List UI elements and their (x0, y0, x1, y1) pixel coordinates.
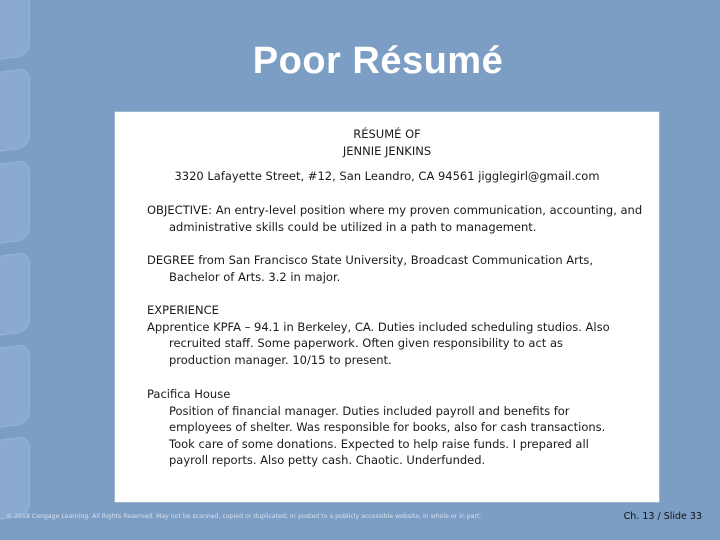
resume-objective: OBJECTIVE: An entry-level position where my proven communication, accounting, and administrative skills could be utilized in a path to management. (147, 203, 643, 234)
experience-job1: Apprentice KPFA – 94.1 in Berkeley, CA. Duties included scheduling studios. Also recruited staff. Some paperwork. Often given responsibility to act as production manager. 10/15 to present. (147, 319, 610, 367)
slide-number: Ch. 13 / Slide 33 (623, 511, 702, 522)
decorative-shape (0, 252, 30, 341)
decorative-shape (0, 436, 30, 525)
job2-description: Position of financial manager. Duties included payroll and benefits for employees of shelter. Was responsible for books, also for cash transactions. Took care of some donations. Expected to help raise funds. I prepared all payroll reports. Also petty cash. Chaotic. Underfunded. (169, 403, 606, 468)
resume-job2 (147, 386, 625, 469)
resume-document (114, 111, 660, 503)
resume-experience (147, 302, 625, 368)
copyright-footer: © 2018 Cengage Learning. All Rights Reserved. May not be scanned, copied or duplicated, or posted to a publicly accessible website, in whole or in part. (6, 513, 482, 520)
resume-heading-line1: RÉSUMÉ OF (353, 127, 421, 141)
resume-heading (115, 126, 659, 159)
job2-title: Pacifica House (147, 387, 231, 401)
resume-degree: DEGREE from San Francisco State University, Broadcast Communication Arts, Bachelor of Arts. 3.2 in major. (147, 253, 594, 284)
decorative-shape (0, 160, 30, 249)
slide-title: Poor Résumé (252, 40, 504, 82)
resume-address: 3320 Lafayette Street, #12, San Leandro, CA 94561 jigglegirl@gmail.com (174, 169, 600, 183)
decorative-shape (0, 344, 30, 433)
experience-heading: EXPERIENCE (147, 303, 219, 317)
resume-heading-name: JENNIE JENKINS (342, 143, 432, 158)
